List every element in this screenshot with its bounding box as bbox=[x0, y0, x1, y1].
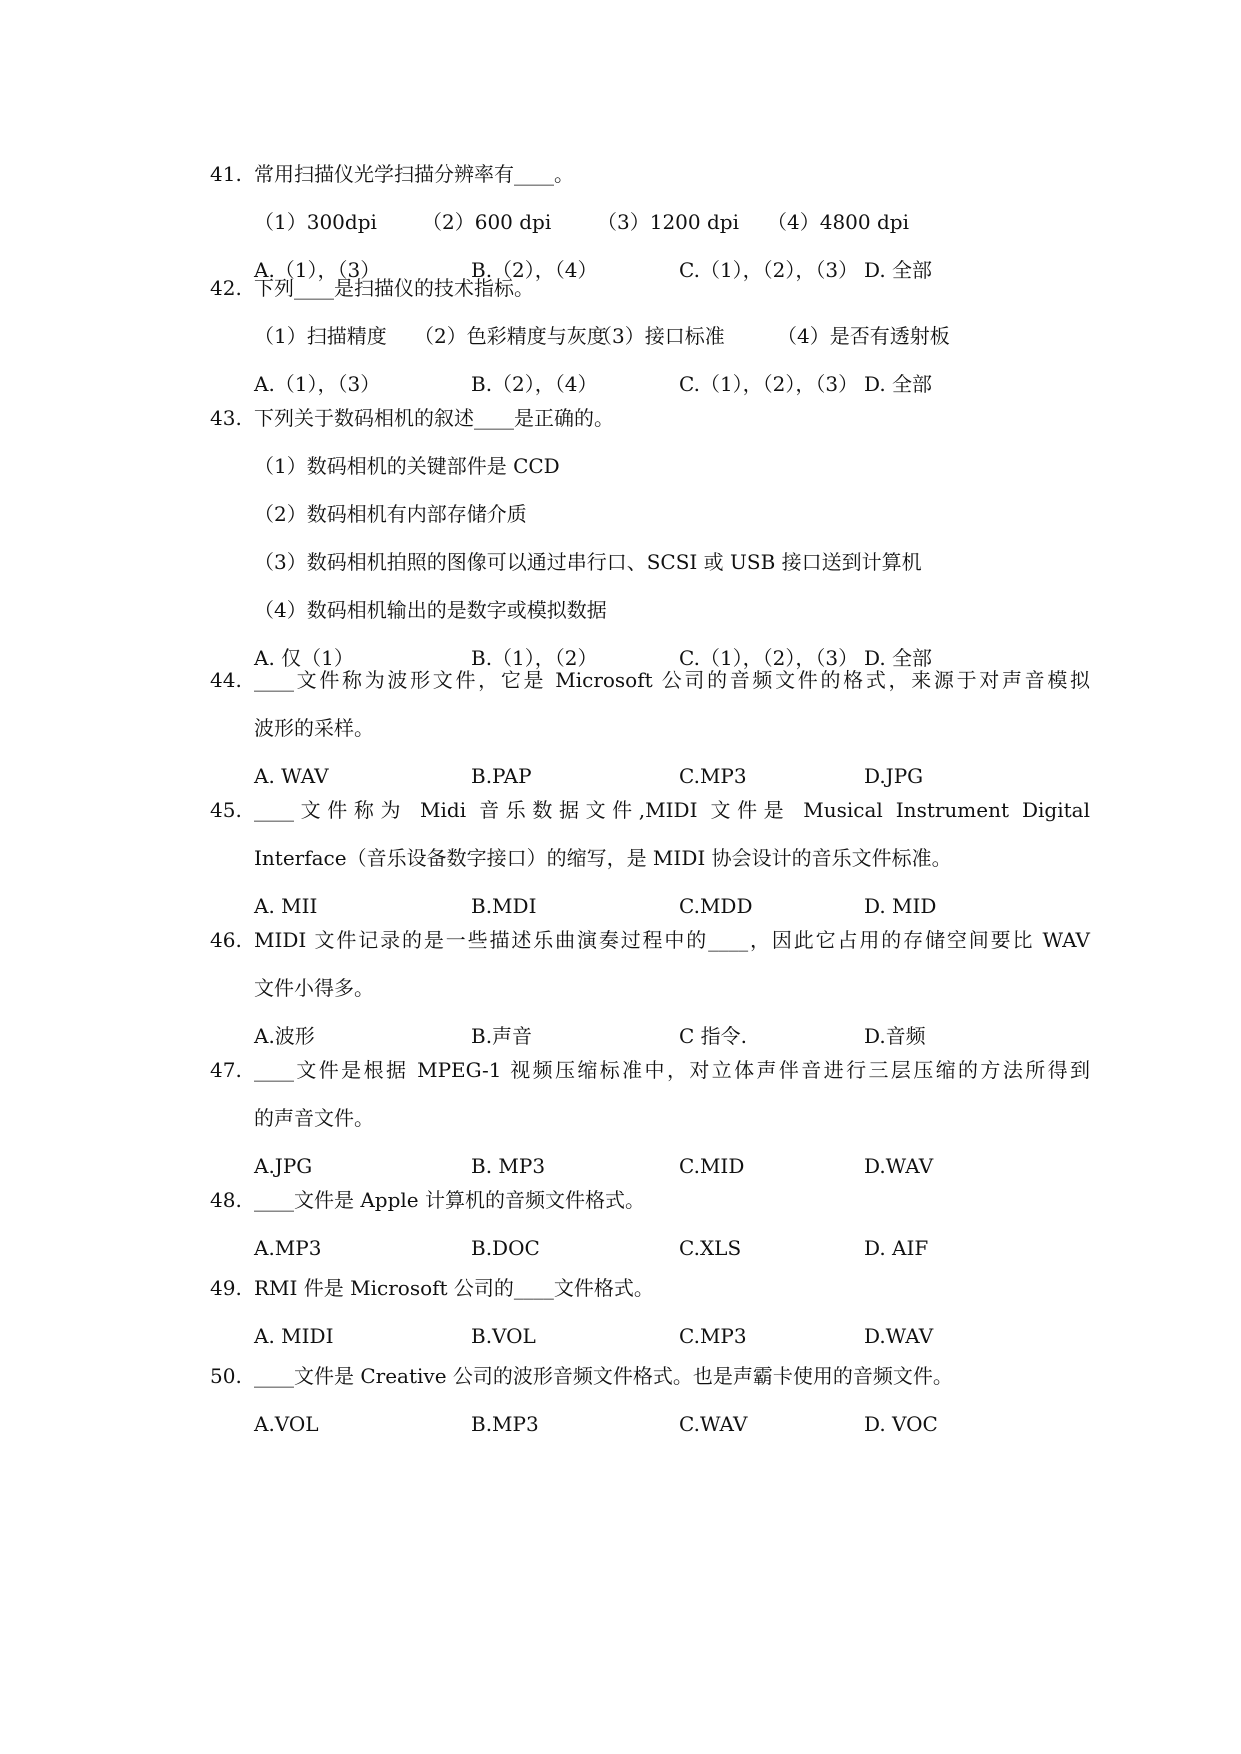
question-stem: 常用扫描仪光学扫描分辨率有____。 bbox=[254, 162, 574, 186]
option-a: A.（1），（3） bbox=[254, 258, 381, 282]
option-b: B.声音 bbox=[471, 1024, 533, 1048]
option-a: A. MIDI bbox=[254, 1324, 334, 1348]
option-c: C.MID bbox=[679, 1154, 745, 1178]
option-a: A.MP3 bbox=[254, 1236, 322, 1260]
question-number: 50. bbox=[210, 1364, 242, 1388]
item: （2）色彩精度与灰度 bbox=[414, 324, 607, 348]
question-42 bbox=[210, 264, 1090, 408]
question-stem: ____文件称为 Midi 音乐数据文件,MIDI 文件是 Musical Instrument Digital bbox=[254, 798, 1090, 822]
option-a: A.VOL bbox=[254, 1412, 319, 1436]
option-c: C 指令. bbox=[679, 1024, 748, 1048]
statement: （4）数码相机输出的是数字或模拟数据 bbox=[254, 598, 607, 622]
question-stem: 下列关于数码相机的叙述____是正确的。 bbox=[254, 406, 614, 430]
question-stem-continued: 的声音文件。 bbox=[254, 1106, 374, 1130]
question-stem: ____文件是 Apple 计算机的音频文件格式。 bbox=[254, 1188, 645, 1212]
item: （3）1200 dpi bbox=[597, 210, 739, 234]
option-d: D.音频 bbox=[864, 1024, 926, 1048]
option-d: D. 全部 bbox=[864, 258, 933, 282]
option-d: D.WAV bbox=[864, 1154, 934, 1178]
option-b: B.MDI bbox=[471, 894, 537, 918]
question-47 bbox=[210, 1046, 1090, 1190]
option-c: C.XLS bbox=[679, 1236, 742, 1260]
question-stem: RMI 件是 Microsoft 公司的____文件格式。 bbox=[254, 1276, 654, 1300]
statement: （1）数码相机的关键部件是 CCD bbox=[254, 454, 560, 478]
option-d: D. 全部 bbox=[864, 372, 933, 396]
option-b: B.DOC bbox=[471, 1236, 540, 1260]
option-a: A. WAV bbox=[254, 764, 329, 788]
option-b: B.（1），（2） bbox=[471, 646, 598, 670]
option-d: D.WAV bbox=[864, 1324, 934, 1348]
question-48 bbox=[210, 1176, 1090, 1272]
question-50 bbox=[210, 1352, 1090, 1448]
question-number: 41. bbox=[210, 162, 242, 186]
item: （4）是否有透射板 bbox=[777, 324, 950, 348]
question-stem: MIDI 文件记录的是一些描述乐曲演奏过程中的____，因此它占用的存储空间要比 WAV bbox=[254, 928, 1090, 952]
question-number: 49. bbox=[210, 1276, 242, 1300]
question-number: 48. bbox=[210, 1188, 242, 1212]
option-c: C.（1），（2），（3） bbox=[679, 258, 859, 282]
option-b: B.（2），（4） bbox=[471, 258, 598, 282]
item: （4）4800 dpi bbox=[767, 210, 909, 234]
option-d: D. AIF bbox=[864, 1236, 929, 1260]
option-a: A.JPG bbox=[254, 1154, 313, 1178]
option-b: B.PAP bbox=[471, 764, 532, 788]
question-45 bbox=[210, 786, 1090, 930]
option-d: D. MID bbox=[864, 894, 937, 918]
option-b: B.MP3 bbox=[471, 1412, 539, 1436]
option-a: A. 仅（1） bbox=[254, 646, 354, 670]
statement: （2）数码相机有内部存储介质 bbox=[254, 502, 527, 526]
option-c: C.（1），（2），（3） bbox=[679, 372, 859, 396]
question-stem: ____文件是根据 MPEG-1 视频压缩标准中，对立体声伴音进行三层压缩的方法所得到 bbox=[254, 1058, 1090, 1082]
question-stem-continued: 文件小得多。 bbox=[254, 976, 374, 1000]
question-stem-continued: 波形的采样。 bbox=[254, 716, 374, 740]
option-d: D. VOC bbox=[864, 1412, 938, 1436]
option-c: C.WAV bbox=[679, 1412, 748, 1436]
item-row bbox=[254, 198, 1090, 246]
item: （1）扫描精度 bbox=[254, 324, 387, 348]
item-row bbox=[254, 312, 1090, 360]
question-number: 47. bbox=[210, 1058, 242, 1082]
question-stem: 下列____是扫描仪的技术指标。 bbox=[254, 276, 534, 300]
statement: （3）数码相机拍照的图像可以通过串行口、SCSI 或 USB 接口送到计算机 bbox=[254, 550, 922, 574]
question-stem: ____文件称为波形文件，它是 Microsoft 公司的音频文件的格式，来源于对声音模拟 bbox=[254, 668, 1090, 692]
option-c: C.（1），（2），（3） bbox=[679, 646, 859, 670]
option-d: D.JPG bbox=[864, 764, 924, 788]
option-c: C.MP3 bbox=[679, 764, 747, 788]
option-c: C.MP3 bbox=[679, 1324, 747, 1348]
question-44 bbox=[210, 656, 1090, 800]
option-a: A. MII bbox=[254, 894, 318, 918]
question-43 bbox=[210, 394, 1090, 682]
option-c: C.MDD bbox=[679, 894, 753, 918]
item: （2）600 dpi bbox=[422, 210, 552, 234]
question-number: 46. bbox=[210, 928, 242, 952]
question-number: 42. bbox=[210, 276, 242, 300]
item: （1）300dpi bbox=[254, 210, 377, 234]
question-stem: ____文件是 Creative 公司的波形音频文件格式。也是声霸卡使用的音频文件。 bbox=[254, 1364, 953, 1388]
question-number: 43. bbox=[210, 406, 242, 430]
question-number: 45. bbox=[210, 798, 242, 822]
option-row bbox=[254, 1400, 1090, 1448]
item: （3）接口标准 bbox=[592, 324, 725, 348]
option-a: A.波形 bbox=[254, 1024, 315, 1048]
option-b: B.（2），（4） bbox=[471, 372, 598, 396]
option-b: B. MP3 bbox=[471, 1154, 546, 1178]
question-49 bbox=[210, 1264, 1090, 1360]
option-d: D. 全部 bbox=[864, 646, 933, 670]
option-a: A.（1），（3） bbox=[254, 372, 381, 396]
question-stem-continued: Interface（音乐设备数字接口）的缩写，是 MIDI 协会设计的音乐文件标准。 bbox=[254, 846, 952, 870]
question-46 bbox=[210, 916, 1090, 1060]
question-number: 44. bbox=[210, 668, 242, 692]
option-b: B.VOL bbox=[471, 1324, 536, 1348]
